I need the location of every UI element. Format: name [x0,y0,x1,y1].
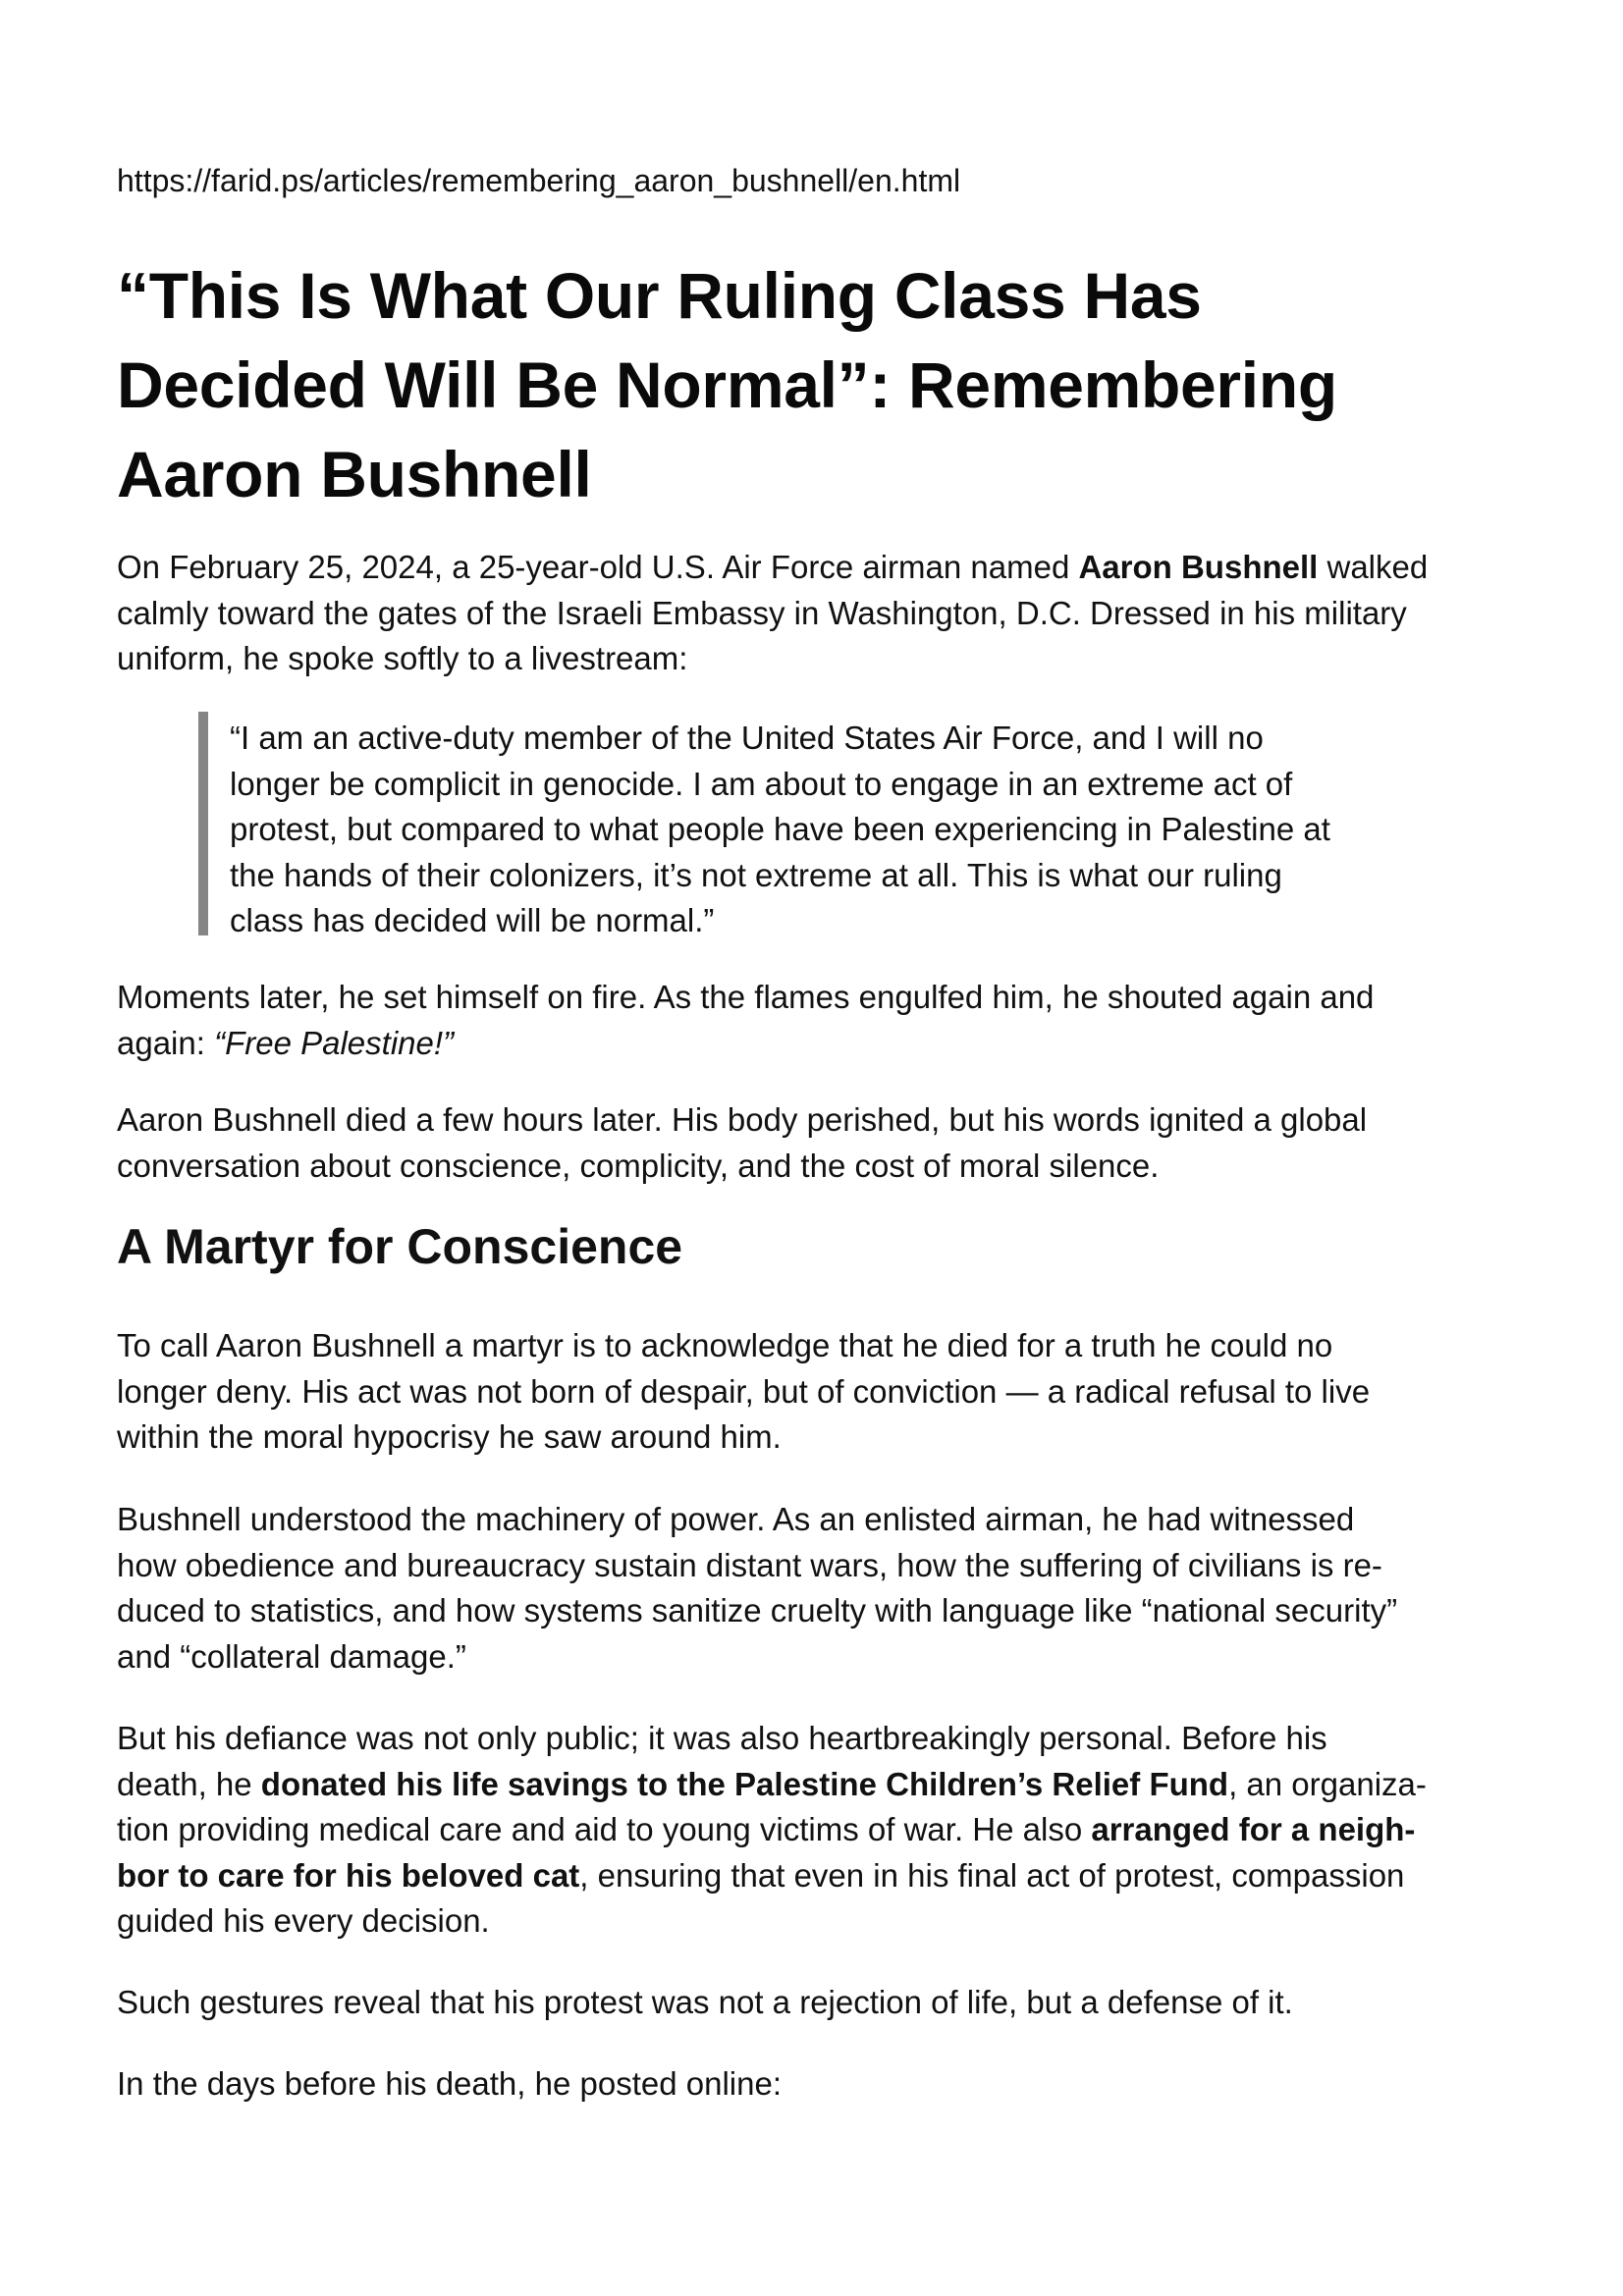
text-run: death, he [117,1765,261,1802]
title-line: Decided Will Be Normal”: Remembering [117,348,1337,421]
article-url[interactable]: https://farid.ps/articles/remembering_aaron_bushnell/en.html [117,163,961,198]
text-line [117,1807,1427,1853]
text-run: On February 25, 2024, a 25-year-old U.S. Air Force airman named [117,549,1079,585]
text-run: walked [1318,549,1429,585]
title-line: Aaron Bushnell [117,438,592,510]
text-line: Bushnell understood the machinery of power. As an enlisted airman, he had witnessed [117,1501,1355,1537]
text-line: duced to statistics, and how systems sanitize cruelty with language like “national security” [117,1592,1398,1629]
quote-line: protest, but compared to what people have been experiencing in Palestine at [230,811,1330,848]
text-line: conversation about conscience, complicity, and the cost of moral silence. [117,1147,1160,1184]
text-run: tion providing medical care and aid to young victims of war. He also [117,1811,1092,1848]
martyr-paragraph [117,1323,1370,1461]
intro-paragraph [117,545,1428,682]
text-line: calmly toward the gates of the Israeli Embassy in Washington, D.C. Dressed in his military [117,594,1407,631]
text-line: Such gestures reveal that his protest was not a rejection of life, but a defense of it. [117,1984,1293,2020]
text-line: In the days before his death, he posted online: [117,2065,782,2102]
text-line: guided his every decision. [117,1902,490,1940]
defiance-paragraph [117,1716,1427,1945]
died-paragraph [117,1097,1367,1189]
moments-paragraph [117,975,1374,1066]
italic-quote: “Free Palestine!” [214,1024,455,1061]
text-run: , ensuring that even in his final act of protest, compassion [579,1856,1405,1894]
quote-line: the hands of their colonizers, it’s not extreme at all. This is what our ruling [230,856,1282,893]
text-line: uniform, he spoke softly to a livestream: [117,640,688,677]
text-line: Aaron Bushnell died a few hours later. His body perished, but his words ignited a global [117,1101,1368,1138]
text-line [117,545,1428,591]
text-line: longer deny. His act was not born of despair, but of conviction — a radical refusal to live [117,1372,1371,1410]
text-line: But his defiance was not only public; it was also heartbreakingly personal. Before his [117,1720,1327,1756]
text-line: how obedience and bureaucracy sustain distant wars, how the suffering of civilians is re- [117,1546,1382,1583]
text-line [117,1021,1374,1067]
blockquote-bar [198,712,208,935]
text-line [117,1762,1427,1808]
text-line: and “collateral damage.” [117,1637,466,1675]
text-run: , an organiza- [1228,1765,1427,1802]
machinery-paragraph [117,1497,1397,1680]
bold-donation: donated his life savings to the Palestine Children’s Relief Fund [260,1765,1229,1802]
text-run: again: [117,1024,215,1061]
quote-line: “I am an active-duty member of the United States Air Force, and I will no [230,720,1264,756]
text-line: To call Aaron Bushnell a martyr is to acknowledge that he died for a truth he could no [117,1327,1333,1363]
text-line: within the moral hypocrisy he saw around him. [117,1418,782,1456]
bold-cat-care: arranged for a neigh- [1091,1811,1416,1848]
title-line: “This Is What Our Ruling Class Has [117,259,1202,332]
quote-line: class has decided will be normal.” [230,902,715,939]
text-line: Moments later, he set himself on fire. As the flames engulfed him, he shouted again and [117,979,1375,1015]
posted-paragraph [117,2061,782,2108]
bold-name: Aaron Bushnell [1078,549,1319,585]
quote-line: longer be complicit in genocide. I am about to engage in an extreme act of [230,765,1293,802]
section-heading: A Martyr for Conscience [117,1219,683,1274]
gestures-paragraph [117,1980,1293,2026]
text-line [117,1853,1427,1899]
blockquote [230,716,1330,944]
bold-cat-care: bor to care for his beloved cat [117,1856,580,1894]
article-title [117,251,1337,519]
